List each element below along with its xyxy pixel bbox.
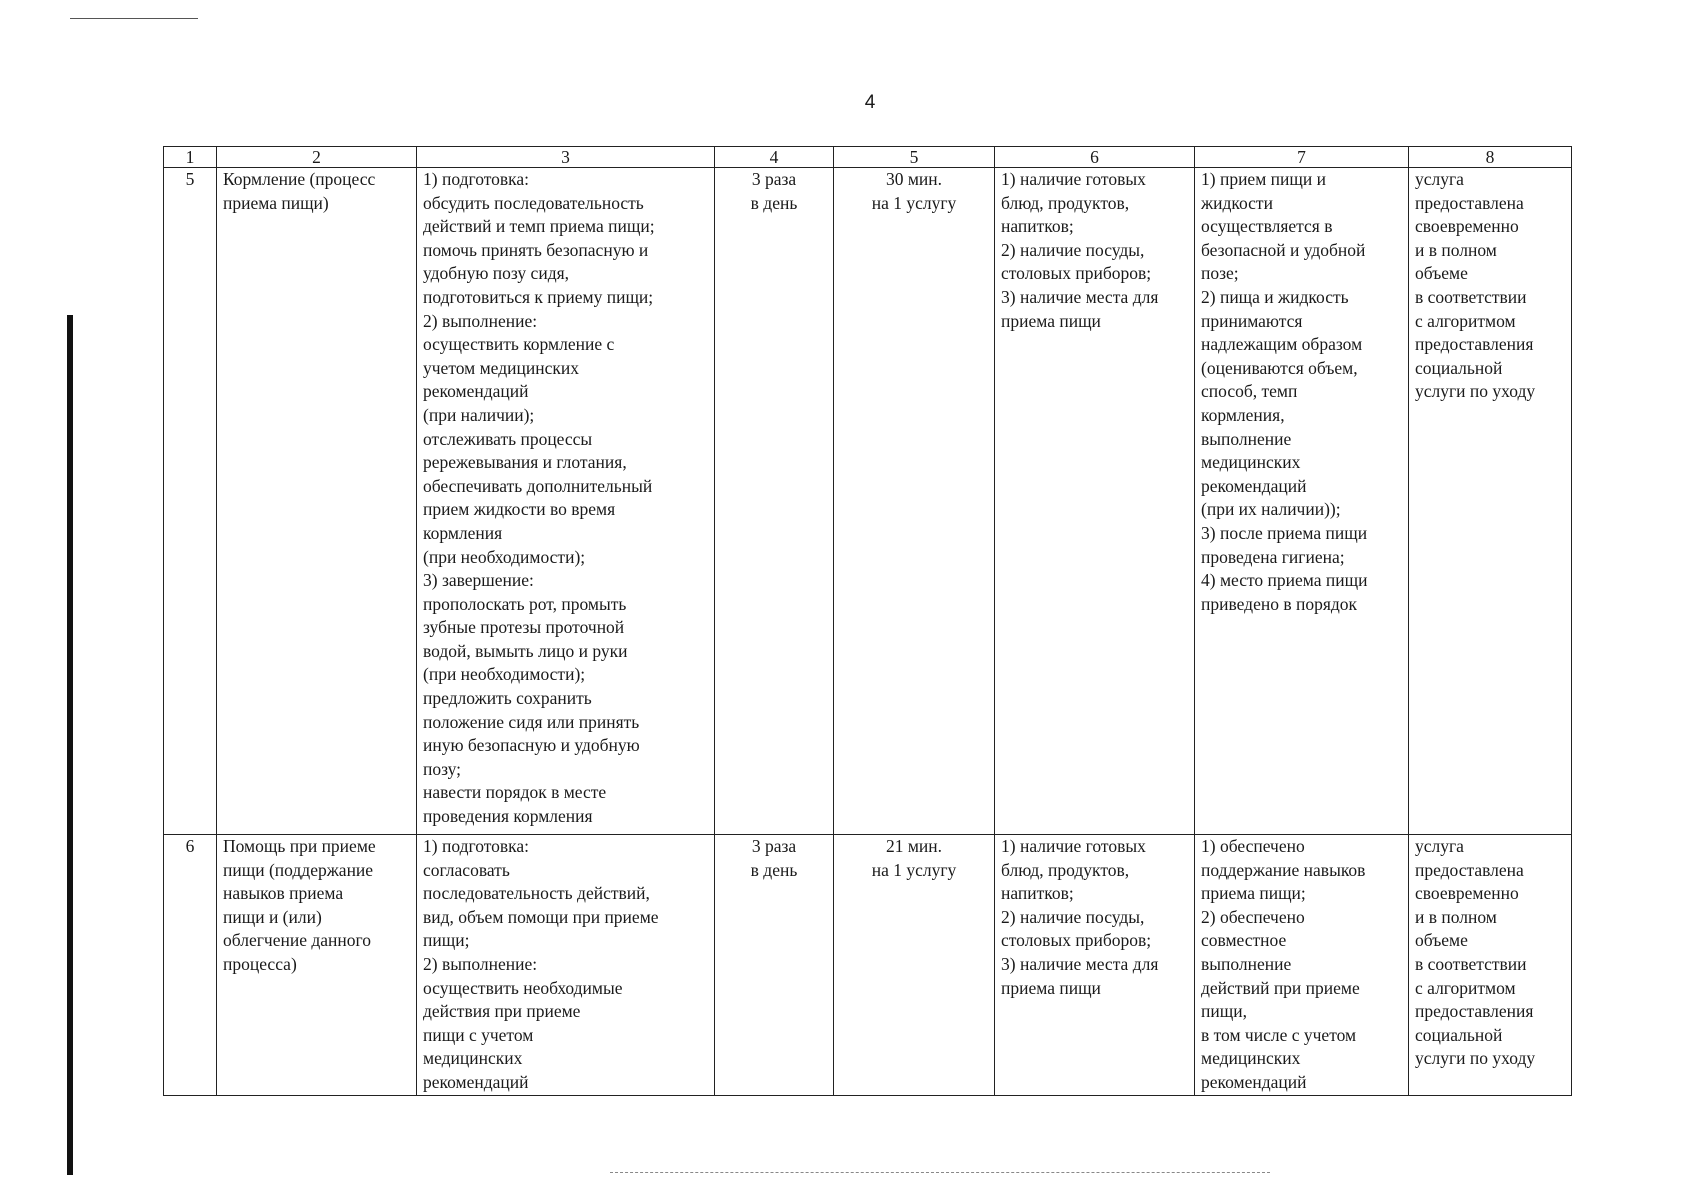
service-conditions: 1) наличие готовых блюд, продуктов, напитков; 2) наличие посуды, столовых приборов; 3) наличие места для приема пищи	[995, 835, 1195, 1096]
bottom-rule	[610, 1172, 1270, 1173]
service-duration: 21 мин. на 1 услугу	[834, 835, 995, 1096]
column-number: 7	[1195, 147, 1409, 168]
service-results: 1) обеспечено поддержание навыков приема пищи; 2) обеспечено совместное выполнение действий при приеме пищи, в том числе с учетом медицинских рекомендаций	[1195, 835, 1409, 1096]
table-row	[164, 168, 1572, 835]
service-conditions: 1) наличие готовых блюд, продуктов, напитков; 2) наличие посуды, столовых приборов; 3) наличие места для приема пищи	[995, 168, 1195, 835]
service-frequency: 3 раза в день	[715, 835, 834, 1096]
column-number: 8	[1409, 147, 1572, 168]
services-table	[163, 146, 1572, 1096]
column-number-row	[164, 147, 1572, 168]
page-number: 4	[864, 92, 876, 113]
column-number: 5	[834, 147, 995, 168]
column-number: 2	[217, 147, 417, 168]
service-name: Помощь при приеме пищи (поддержание навыков приема пищи и (или) облегчение данного процесса)	[217, 835, 417, 1096]
top-rule	[70, 18, 198, 19]
column-number: 1	[164, 147, 217, 168]
column-number: 6	[995, 147, 1195, 168]
service-frequency: 3 раза в день	[715, 168, 834, 835]
service-quality: услуга предоставлена своевременно и в полном объеме в соответствии с алгоритмом предоставления социальной услуги по уходу	[1409, 168, 1572, 835]
table-row	[164, 835, 1572, 1096]
scan-edge-bar	[67, 315, 73, 1175]
service-results: 1) прием пищи и жидкости осуществляется в безопасной и удобной позе; 2) пища и жидкость принимаются надлежащим образом (оцениваются объем, способ, темп кормления, выполнение медицинских рекомендаций (при их наличии)); 3) после приема пищи проведена гигиена; 4) место приема пищи приведено в порядок	[1195, 168, 1409, 835]
column-number: 3	[417, 147, 715, 168]
row-number: 6	[164, 835, 217, 1096]
row-number: 5	[164, 168, 217, 835]
service-duration: 30 мин. на 1 услугу	[834, 168, 995, 835]
service-quality: услуга предоставлена своевременно и в полном объеме в соответствии с алгоритмом предоставления социальной услуги по уходу	[1409, 835, 1572, 1096]
column-number: 4	[715, 147, 834, 168]
service-content: 1) подготовка: обсудить последовательность действий и темп приема пищи; помочь принять безопасную и удобную позу сидя, подготовиться к приему пищи; 2) выполнение: осуществить кормление с учетом медицинских рекомендаций (при наличии); отслеживать процессы pережевывания и глотания, обеспечивать дополнительный прием жидкости во время кормления (при необходимости); 3) завершение: прополоскать рот, промыть зубные протезы проточной водой, вымыть лицо и руки (при необходимости); предложить сохранить положение сидя или принять иную безопасную и удобную позу; навести порядок в месте проведения кормления	[417, 168, 715, 835]
service-content: 1) подготовка: согласовать последовательность действий, вид, объем помощи при приеме пищи; 2) выполнение: осуществить необходимые действия при приеме пищи с учетом медицинских рекомендаций	[417, 835, 715, 1096]
service-name: Кормление (процесс приема пищи)	[217, 168, 417, 835]
